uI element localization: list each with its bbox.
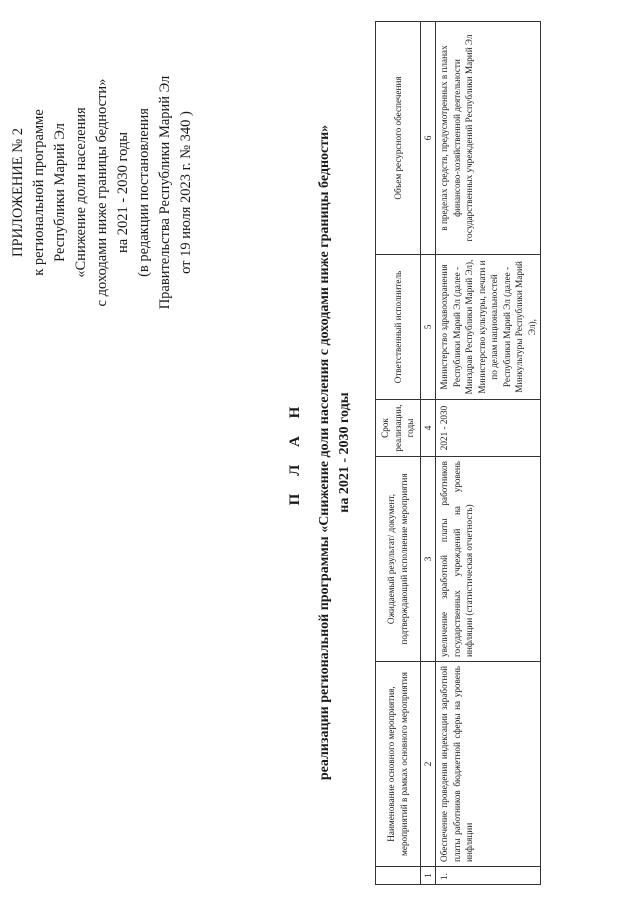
annex-line: «Снижение доли населения: [73, 107, 89, 278]
annex-line: с доходами ниже границы бедности»: [94, 78, 110, 307]
column-number: 3: [420, 457, 436, 662]
annex-line: Правительства Республики Марий Эл: [157, 75, 173, 310]
annex-line: от 19 июля 2023 г. № 340 ): [178, 111, 194, 274]
table-header-row: [376, 22, 421, 885]
annex-line: на 2021 - 2030 годы: [115, 131, 131, 254]
column-header: Ответственный исполнитель: [376, 255, 421, 400]
funding-volume: в пределах средств, предусмотренных в планах финансово-хозяйственной деятельности государственных учреждений Республики Марий Эл: [436, 22, 541, 255]
column-number-row: [420, 22, 436, 885]
column-header: Наименование основного мероприятия, мероприятий в рамках основного мероприятия: [376, 662, 421, 867]
expected-result: увеличение заработной платы работников государственных учреждений на уровень инфляции (статистическая отчетность): [436, 457, 541, 662]
annex-line: (в редакции постановления: [136, 108, 152, 277]
column-number: 4: [420, 400, 436, 457]
column-number: 6: [420, 22, 436, 255]
implementation-period: 2021 - 2030: [436, 400, 541, 457]
plan-subtitle: [315, 0, 355, 905]
measure-name: Обеспечение проведения индексации заработной платы работников бюджетной сферы на уровень инфляции: [436, 662, 541, 867]
row-number: 1.: [436, 867, 541, 885]
column-header: [376, 867, 421, 885]
table-row: [436, 22, 541, 885]
annex-header: [8, 35, 197, 350]
annex-line: Республики Марий Эл: [52, 123, 68, 262]
column-number: 2: [420, 662, 436, 867]
column-header: Срок реализации, годы: [376, 400, 421, 457]
annex-line: ПРИЛОЖЕНИЕ № 2: [10, 128, 26, 257]
column-number: 1: [420, 867, 436, 885]
plan-subtitle-line: реализации региональной программы «Снижение доли населения с доходами ниже границы бедности»: [317, 124, 332, 781]
annex-line: к региональной программе: [31, 109, 47, 276]
plan-table: [375, 21, 541, 885]
column-number: 5: [420, 255, 436, 400]
plan-title: П Л А Н: [287, 399, 303, 506]
responsible-executor: Министерство здравоохранения Республики Марий Эл (далее - Минздрав Республики Марий Эл), Министерство культуры, печати и по делам национальностей Республики Марий Эл (далее - Минкультуры Республики Марий Эл),: [436, 255, 541, 400]
plan-subtitle-line: на 2021 - 2030 годы: [337, 392, 352, 513]
column-header: Объем ресурсного обеспечения: [376, 22, 421, 255]
column-header: Ожидаемый результат/ документ, подтверждающий исполнение мероприятия: [376, 457, 421, 662]
